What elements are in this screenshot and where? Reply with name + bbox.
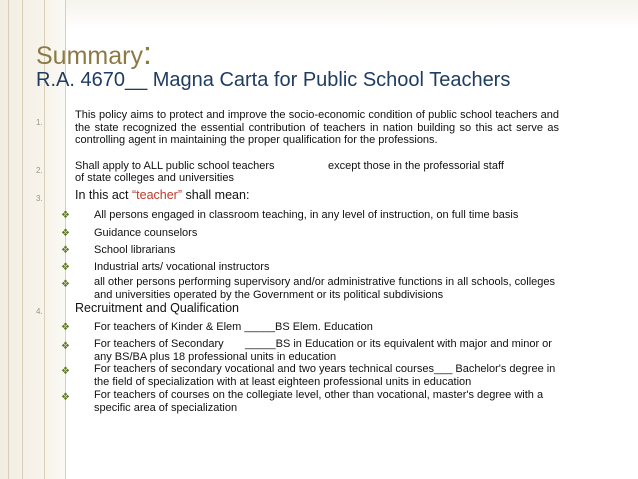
diamond-bullet-icon: ❖ [61, 322, 70, 333]
heading-text: In this act [75, 188, 132, 202]
scope-text: Shall apply to ALL public school teachers [75, 160, 275, 172]
top-decoration [0, 0, 638, 30]
recruitment-heading: Recruitment and Qualification [75, 301, 239, 315]
scope-continuation-text: of state colleges and universities [75, 172, 234, 184]
teacher-term: “teacher” [131, 188, 183, 202]
item-number: 4. [36, 307, 43, 316]
list-item: all other persons performing supervisory and/or administrative functions in all schools, colleges and universities operated by the Government or its political subdivisions [94, 276, 556, 301]
list-item: Guidance counselors [94, 227, 198, 239]
list-item: All persons engaged in classroom teaching, in any level of instruction, on full time basis [94, 209, 519, 221]
diamond-bullet-icon: ❖ [61, 279, 70, 290]
list-item: For teachers of Secondary _____BS in Education or its equivalent with major and minor or any BS/BA plus 18 professional units in education [94, 338, 556, 363]
slide-title [36, 35, 152, 71]
title-text: Summary [36, 42, 143, 70]
list-item: School librarians [94, 244, 176, 256]
diamond-bullet-icon: ❖ [61, 228, 70, 239]
title-colon: : [142, 35, 152, 71]
diamond-bullet-icon: ❖ [61, 245, 70, 256]
list-item: For teachers of secondary vocational and two years technical courses___ Bachelor's degree in the field of specialization with at least eighteen professional units in education [94, 363, 556, 388]
heading-text: shall mean: [182, 188, 250, 202]
decorative-line [22, 0, 23, 479]
slide-subtitle: R.A. 4670__ Magna Carta for Public School Teachers [36, 69, 511, 91]
list-item-policy: This policy aims to protect and improve the socio-economic condition of public school teachers and the state recognized the essential contribution of teachers in nation building so this act serve as controlling agent in maintaining the proper qualification for the professions. [75, 109, 559, 146]
list-item: Industrial arts/ vocational instructors [94, 261, 270, 273]
teacher-definition-heading [75, 188, 249, 203]
decorative-line [8, 0, 9, 479]
list-item: For teachers of courses on the collegiate level, other than vocational, master's degree with a specific area of specialization [94, 389, 544, 414]
diamond-bullet-icon: ❖ [61, 366, 70, 377]
item-number: 3. [36, 194, 43, 203]
scope-exception-text: except those in the professorial staff [328, 160, 504, 172]
diamond-bullet-icon: ❖ [61, 341, 70, 352]
list-item-scope [75, 160, 565, 173]
diamond-bullet-icon: ❖ [61, 392, 70, 403]
item-number: 1. [36, 118, 43, 127]
item-number: 2. [36, 166, 43, 175]
diamond-bullet-icon: ❖ [61, 210, 70, 221]
list-item: For teachers of Kinder & Elem _____BS Elem. Education [94, 321, 373, 333]
diamond-bullet-icon: ❖ [61, 262, 70, 273]
